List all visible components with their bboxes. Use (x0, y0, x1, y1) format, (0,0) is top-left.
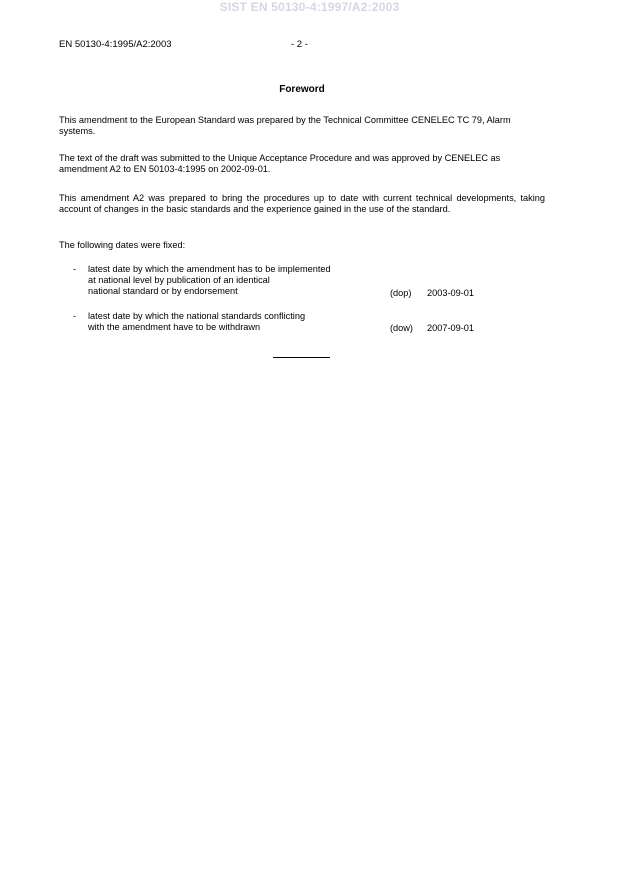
date-code: (dow) (390, 323, 413, 333)
description-line: at national level by publication of an identical (88, 275, 270, 285)
watermark-text: SIST EN 50130-4:1997/A2:2003 (219, 0, 400, 14)
list-dash: - (73, 264, 77, 274)
description-line: latest date by which the national standards conflicting (88, 311, 306, 321)
description-line: with the amendment have to be withdrawn (88, 322, 261, 332)
date-item-dop (59, 264, 545, 300)
date-item-dow (59, 311, 545, 335)
date-value: 2003-09-01 (427, 288, 474, 298)
description-line: latest date by which the amendment has to be implemented (88, 264, 331, 274)
paragraph-dates-intro: The following dates were fixed: (59, 240, 186, 250)
paragraph-committee: This amendment to the European Standard was prepared by the Technical Committee CENELEC TC 79, Alarm systems. (59, 115, 511, 136)
date-code: (dop) (390, 288, 412, 298)
list-dash: - (73, 311, 77, 321)
paragraph-approval: The text of the draft was submitted to the Unique Acceptance Procedure and was approved by CENELEC as amendment A2 to EN 50103-4:1995 on 2002-09-01. (59, 153, 501, 174)
description-line: national standard or by endorsement (88, 286, 238, 296)
document-reference: EN 50130-4:1995/A2:2003 (59, 39, 172, 50)
paragraph-purpose: This amendment A2 was prepared to bring the procedures up to date with current technical developments, taking account of changes in the basic standards and the experience gained in the use of the standard. (59, 193, 545, 214)
page-number: - 2 - (291, 39, 308, 50)
end-of-section-rule (273, 357, 330, 358)
page-title: Foreword (279, 84, 325, 95)
date-item-description (88, 264, 378, 297)
date-item-description (88, 311, 378, 333)
date-value: 2007-09-01 (427, 323, 474, 333)
